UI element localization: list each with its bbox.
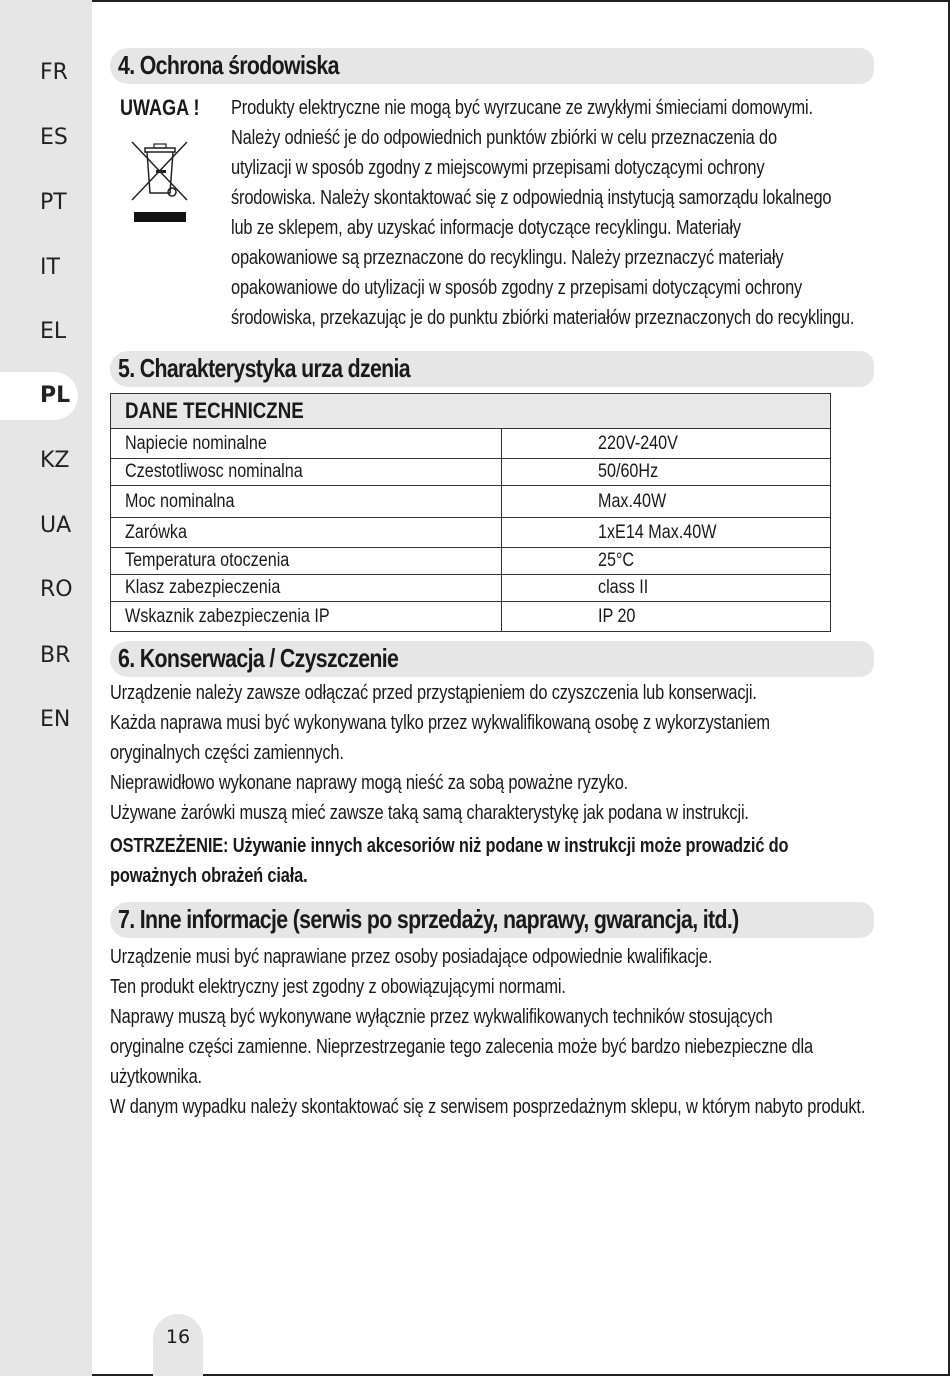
text-line: opakowaniowe są przeznaczone do recyklingu. Należy przeznaczyć materiały [231,247,784,269]
spec-label: Czestotliwosc nominalna [111,459,502,486]
table-row [111,429,831,459]
lang-tab-en[interactable]: EN [40,707,71,732]
section-5-header [110,351,874,387]
spec-label: Temperatura otoczenia [111,548,502,575]
text-line: Urządzenie należy zawsze odłączać przed przystąpieniem do czyszczenia lub konserwacji. [110,682,757,704]
text-line: Produkty elektryczne nie mogą być wyrzucane ze zwykłymi śmieciami domowymi. [231,97,813,119]
spec-label: Wskaznik zabezpieczenia IP [111,602,502,632]
text-line: Używane żarówki muszą mieć zawsze taką samą charakterystykę jak podana w instrukcji. [110,802,749,824]
text-line: lub ze sklepem, aby uzyskać informacje dotyczące recyklingu. Materiały [231,217,741,239]
spec-value: 50/60Hz [502,459,831,486]
section-6-text [110,678,788,891]
spec-value: 220V-240V [502,429,831,459]
lang-tab-pt[interactable]: PT [40,190,67,215]
text-line: oryginalne części zamienne. Nieprzestrzeganie tego zalecenia może być bardzo niebezpieczne dla [110,1036,813,1058]
section-6-title: 6. Konserwacja / Czyszczenie [118,643,399,673]
text-line: użytkownika. [110,1066,202,1088]
table-row [111,486,831,518]
page-number: 16 [153,1314,203,1376]
section-7-header [110,902,874,938]
spec-value: class II [502,575,831,602]
text-line: Naprawy muszą być wykonywane wyłącznie przez wykwalifikowanych techników stosujących [110,1006,773,1028]
text-line: Ten produkt elektryczny jest zgodny z obowiązującymi normami. [110,976,566,998]
spec-value: IP 20 [502,602,831,632]
text-line: środowiska, przekazując je do punktu zbiórki materiałów przeznaczonych do recyklingu. [231,307,855,329]
spec-label: Zarówka [111,518,502,548]
table-row [111,575,831,602]
lang-tab-pl[interactable]: PL [0,372,78,420]
spec-label: Napiecie nominalne [111,429,502,459]
spec-label: Klasz zabezpieczenia [111,575,502,602]
page-border-top [92,0,950,2]
language-sidebar [0,0,92,1376]
lang-tab-es[interactable]: ES [40,125,68,150]
lang-tab-kz[interactable]: KZ [40,448,70,473]
lang-tab-ro[interactable]: RO [40,577,73,602]
text-line: Każda naprawa musi być wykonywana tylko przez wykwalifikowaną osobę z wykorzystaniem [110,712,770,734]
warning-label: UWAGA ! [120,95,200,120]
text-line: opakowaniowe do utylizacji w sposób zgodny z przepisami dotyczącymi ochrony [231,277,803,299]
text-line: Urządzenie musi być naprawiane przez osoby posiadające odpowiednie kwalifikacje. [110,946,713,968]
lang-tab-br[interactable]: BR [40,643,71,668]
lang-tab-el[interactable]: EL [40,319,67,344]
text-line: W danym wypadku należy skontaktować się z serwisem posprzedażnym sklepu, w którym nabyto produkt. [110,1096,866,1118]
warning-text: poważnych obrażeń ciała. [110,865,308,887]
section-4-title: 4. Ochrona środowiska [118,50,339,80]
text-line: Nieprawidłowo wykonane naprawy mogą nieść za sobą poważne ryzyko. [110,772,629,794]
spec-label: Moc nominalna [111,486,502,518]
warning-text: OSTRZEŻENIE: Używanie innych akcesoriów niż podane w instrukcji może prowadzić do [110,835,789,857]
section-7-title: 7. Inne informacje (serwis po sprzedaży, naprawy, gwarancja, itd.) [118,904,739,934]
weee-crossed-bin-icon [130,140,190,230]
table-row [111,548,831,575]
text-line: oryginalnych części zamiennych. [110,742,344,764]
spec-value: 1xE14 Max.40W [502,518,831,548]
section-6-header [110,641,874,677]
spec-value: Max.40W [502,486,831,518]
section-5-title: 5. Charakterystyka urza dzenia [118,353,410,383]
table-row [111,459,831,486]
lang-tab-it[interactable]: IT [40,255,60,280]
lang-tab-fr[interactable]: FR [40,60,68,85]
section-4-header [110,48,874,84]
text-line: utylizacji w sposób zgodny z miejscowymi przepisami dotyczącymi ochrony [231,157,765,179]
section-4-text [231,93,854,333]
lang-tab-ua[interactable]: UA [40,513,72,538]
spec-value: 25°C [502,548,831,575]
section-7-text [110,942,865,1122]
table-row [111,602,831,632]
table-row [111,518,831,548]
text-line: Należy odnieść je do odpowiednich punktów zbiórki w celu przeznaczenia do [231,127,777,149]
technical-data-table [110,393,831,632]
text-line: środowiska. Należy skontaktować się z odpowiednią instytucją samorządu lokalnego [231,187,832,209]
table-header: DANE TECHNICZNE [111,394,831,429]
